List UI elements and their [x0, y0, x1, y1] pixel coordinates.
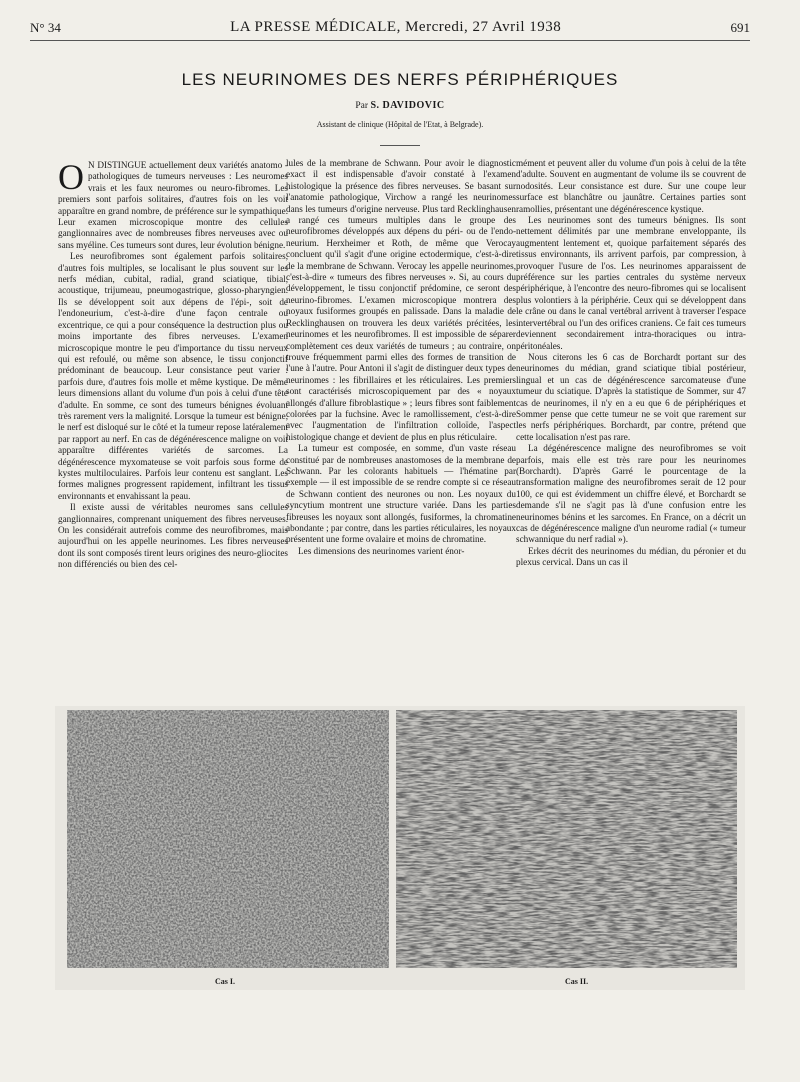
- author-affiliation: Assistant de clinique (Hôpital de l'Etat, à Belgrade).: [316, 120, 484, 129]
- column-3: [516, 158, 746, 569]
- column-2: [286, 158, 516, 557]
- micrograph-case-2: [396, 710, 737, 968]
- paragraph: La tumeur est composée, en somme, d'un vaste réseau constitué par de nombreuses anastomoses de la membrane de Schwann. Par les colorants habituels — l'hématine par exemple — il est impossible de se rendre compte si ce réseau de Schwann contient des neurones ou non. Les noyaux du syncytium montrent une structure variée. Dans les parties fibreuses les noyaux sont allongés, fusiformes, la chromatine abondante ; par contre, dans les parties réticulaires, les noyaux présentent une forme ovalaire et moins de chromatine.: [286, 443, 516, 545]
- article-title: LES NEURINOMES DES NERFS PÉRIPHÉRIQUES: [181, 70, 619, 89]
- figure-caption-1: Cas I.: [215, 977, 236, 986]
- paragraph: N DISTINGUE actuellement deux variétés anatomo - pathologiques de tumeurs nerveuses : Les neuromes vrais et les faux neuromes ou neuro-fibromes. Les premiers sont parfois solitaires, d'autres fois on les voit apparaître en grand nombre, de préférence sur le sympathique. Leur examen microscopique montre des cellules ganglionnaires avec de nombreuses fibres nerveuses avec ou sans myéline. Ces tumeurs sont dures, leur évolution bénigne.: [58, 160, 288, 250]
- column-1: [58, 160, 288, 571]
- byline: [0, 100, 800, 111]
- paragraph: Nous citerons les 6 cas de Borchardt portant sur des neurinomes du médian, grand sciatique tibial postérieur, lingual et un cas de dégénérescence sarcomateuse d'une tumeur du sciatique. D'après la statistique de Sommer, sur 47 cas de neurinomes, il n'y en a eu que 6 de périphériques et Sommer pense que cette tumeur ne se voit que rarement sur les nerfs périphériques. Borchardt, par contre, prétend que cette localisation n'est pas rare.: [516, 351, 746, 442]
- journal-name: LA PRESSE MÉDICALE, Mercredi, 27 Avril 1938: [230, 19, 562, 35]
- paragraph: La dégénérescence maligne des neurofibromes se voit parfois, mais elle est très rare pour les neurinomes (Borchardt). D'après Garré le pourcentage de la transformation maligne des neurofibromes serait de 12 pour 100, ce qui est évidemment un chiffre élevé, et Borchardt se demande s'il ne s'agit pas là d'une confusion entre les neurinomes bénins et les sarcomes. En France, on a décrit un cas de dégénérescence maligne d'un neurome radial (« tumeur schwannique du nerf radial »).: [516, 443, 746, 545]
- issue-number: N° 34: [30, 20, 61, 35]
- paragraph: Les neurinomes sont des tumeurs bénignes. Ils sont nettement délimités par une membrane enveloppante, ils augmentent lentement et, quoique parfaitement séparés des tissus environnants, ils arrivent parfois, par compression, à provoquer l'usure de l'os. Les neurinomes apparaissent de préférence sur les parties centrales du système nerveux périphérique, à l'encontre des neuro-fibromes qui se localisent plus volontiers à la périphérie. Ceux qui se développent dans le crâne ou dans le canal vertébral arrivent à traverser l'espace intervertébral ou l'un des orifices craniens. Ce fait ces tumeurs deviennent secondairement intra-thoraciques ou intra-péritonéales.: [516, 215, 746, 351]
- paragraph: mément et peuvent aller du volume d'un pois à celui de la tête d'adulte. Souvent en augmentant de volume ils se couvrent de nodosités. Leur consistance est dure. Sur une coupe leur surface est blanchâtre ou jaunâtre. Certaines parties sont ramollies, présentant une dégénérescence kystique.: [516, 158, 746, 214]
- paragraph: lules de la membrane de Schwann. Pour avoir le diagnostic exact il est indispensable d'avoir constaté à l'examen histologique la présence des fibres nerveuses. Se basant sur l'anatomie pathologique, Virchow a rangé les neurinomes dans les tumeurs d'origine nerveuse. Plus tard Recklinghausen a rangé ces tumeurs multiples dans le groupe des neurofibromes développés aux dépens du péri- ou de l'endo-neurium. Herxheimer et Roth, de même que Verocay concluent qu'il s'agit d'une origine ectodermique, c'est-à-dire de la membrane de Schwann. Verocay les appelle neurinomes, c'est-à-dire « tumeurs des fibres nerveuses ». Si, au cours du développement, le tissu conjonctif prédomine, ce seront des neurino-fibromes. L'examen microscopique montrera des noyaux fusiformes groupés en palissade. Dans la maladie de Recklinghausen on trouvera les deux variétés précitées, les neurinomes et les neurofibromes. Il est impossible de séparer complètement ces deux variétés de tumeurs ; au contraire, on trouve fréquemment parmi elles des formes de transition de l'une à l'autre. Pour Antoni il s'agit de distinguer deux types de neurinomes : les fibrillaires et les réticulaires. Les premiers sont caractérisés microscopiquement par des « noyaux allongés d'allure fibroblastique » ; leurs fibres sont faiblement colorées par la fuchsine. Avec le ramollissement, c'est-à-dire avec l'augmentation de l'infiltration colloïde, l'aspect histologique change et devient de plus en plus réticulaire.: [286, 158, 516, 442]
- micrograph-case-1: [67, 710, 389, 968]
- paragraph: Il existe aussi de véritables neuromes sans cellules ganglionnaires, comprenant uniquement des fibres nerveuses. On les considérait autrefois comme des neurofibromes, mais aujourd'hui on les appelle neurinomes. Les fibres nerveuses dont ils sont composés tirent leurs origines des neuro-gliocites non différenciés ou bien des cel-: [58, 502, 288, 570]
- page-number: 691: [730, 20, 750, 35]
- author-name: S. DAVIDOVIC: [370, 100, 445, 111]
- figure-caption-2: Cas II.: [565, 977, 589, 986]
- paragraph: Les dimensions des neurinomes varient énor-: [298, 545, 465, 556]
- byline-prefix: Par: [355, 101, 369, 111]
- title-rule: [380, 145, 420, 146]
- paragraph: Les neurofibromes sont également parfois solitaires, d'autres fois multiples, se localisant le plus souvent sur les nerfs médian, cubital, radial, grand sciatique, tibial, acoustique, trijumeau, pneumogastrique, glosso-pharyngien. Ils se développent soit aux dépens de l'épi-, soit de l'endoneurium, c'est-à-dire d'une façon centrale ou excentrique, ce qui a pour conséquence la destruction plus ou moins importante des fibres nerveuses. L'examen microscopique montre le peu d'importance du tissu nerveux qui est refoulé, ou même son absence, le tissu conjonctif prédominant de beaucoup. Leur consistance peut varier : parfois dure, d'autres fois molle et même kystique. De même leurs dimensions allant du volume d'un pois à celui d'une tête d'adulte. En somme, ce sont des tumeurs bénignes évoluant très rarement vers la malignité. Lorsque la tumeur est bénigne, le nerf est disloqué sur le côté et la tumeur repose latéralement par rapport au nerf. En cas de dégénérescence maligne on voit apparaître différentes variétés de sarcomes. La dégénérescence myxomateuse se voit parfois sous forme de kystes multiloculaires. Parfois leur contenu est sanglant. Les formes malignes progressent rapidement, infiltrant les tissus environnants et envahissant la peau.: [58, 251, 288, 501]
- paragraph: Erkes décrit des neurinomes du médian, du péronier et du plexus cervical. Dans un cas il: [516, 545, 746, 568]
- drop-cap: O: [58, 160, 84, 197]
- page-header: [30, 16, 750, 41]
